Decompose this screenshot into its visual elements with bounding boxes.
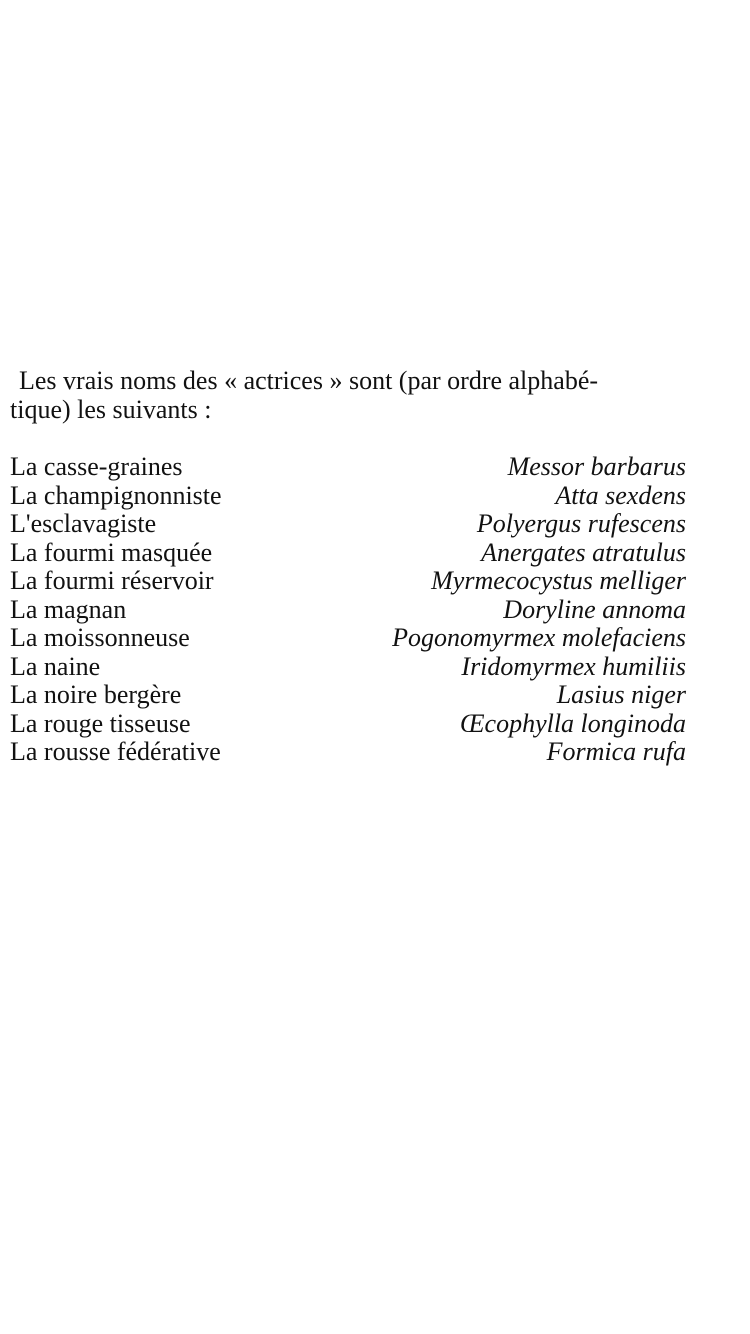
common-name: La naine [10,651,101,681]
species-row [10,453,686,482]
species-row [10,738,686,767]
scientific-name: Myrmecocystus melliger [431,566,686,595]
species-row [10,710,686,739]
common-name: La champignonniste [10,480,222,510]
scientific-name: Doryline annoma [503,594,686,624]
species-row [10,681,686,710]
intro-paragraph [10,366,690,424]
species-row [10,624,686,653]
scientific-name: Iridomyrmex humiliis [461,651,686,681]
scientific-name: Lasius niger [556,680,686,709]
scientific-name: Polyergus rufescens [476,509,686,538]
common-name: L'esclavagiste [10,509,157,538]
common-name: La moissonneuse [10,623,190,652]
scientific-name: Pogonomyrmex molefaciens [392,623,686,652]
common-name: La casse-graines [10,452,183,481]
intro-line: tique) les suivants : [10,395,212,424]
species-row [10,596,686,625]
species-row [10,539,686,568]
species-list [10,453,686,767]
common-name: La rousse fédérative [10,737,221,766]
common-name: La rouge tisseuse [10,708,191,738]
species-row [10,653,686,682]
scientific-name: Atta sexdens [555,480,686,510]
common-name: La fourmi réservoir [10,566,214,595]
common-name: La magnan [10,594,127,624]
species-row [10,510,686,539]
scientific-name: Anergates atratulus [481,537,686,567]
species-row [10,482,686,511]
scientific-name: Formica rufa [546,737,686,766]
scientific-name: Messor barbarus [507,452,686,481]
intro-line: Les vrais noms des « actrices » sont (par ordre alphabé- [19,366,599,395]
species-row [10,567,686,596]
common-name: La noire bergère [10,680,182,709]
common-name: La fourmi masquée [10,537,213,567]
scientific-name: Œcophylla longinoda [459,708,686,738]
